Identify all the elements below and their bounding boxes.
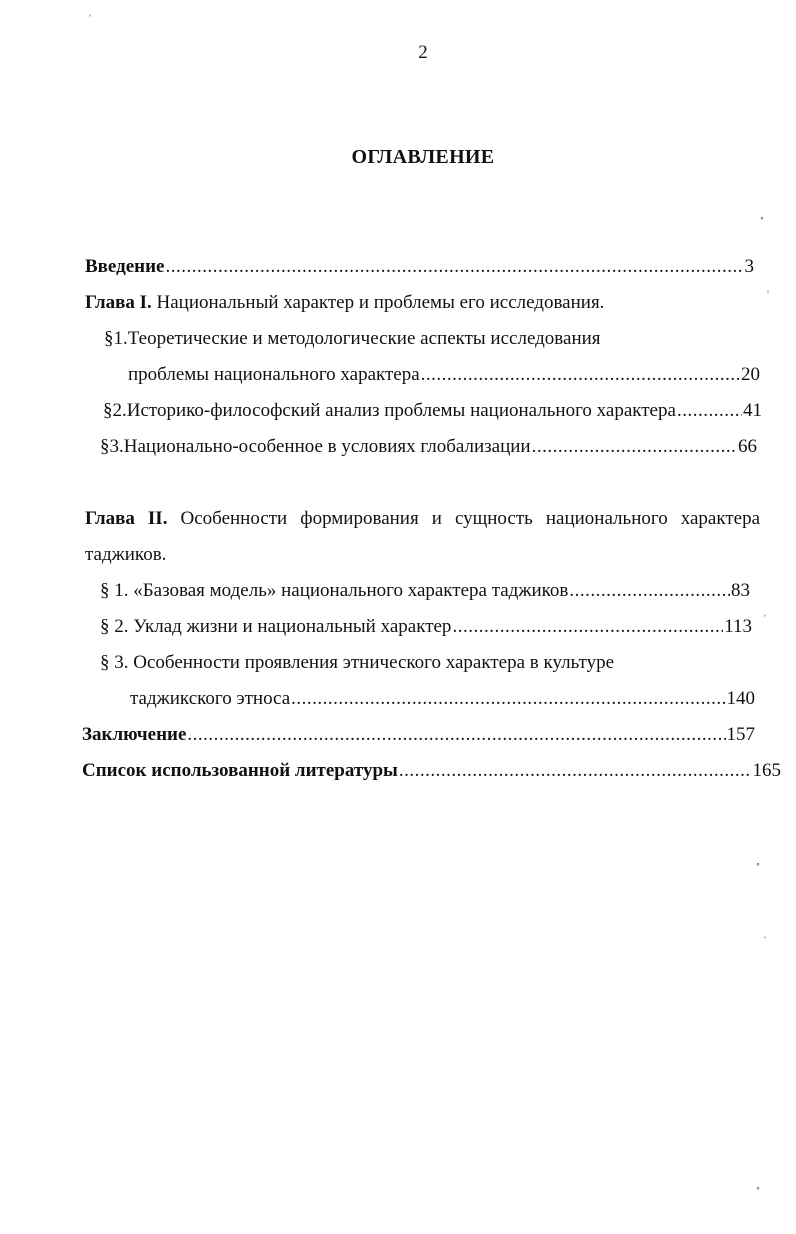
dot-leader (677, 400, 742, 422)
scan-speck: ˈ (763, 612, 767, 626)
toc-section-2-3 (130, 688, 755, 710)
dot-leader (187, 724, 725, 746)
toc-page-number: 41 (743, 400, 762, 421)
toc-section-1-2 (103, 400, 762, 422)
dot-leader (532, 436, 737, 458)
dot-leader (399, 760, 752, 782)
toc-entry-label: Список использованной литературы (82, 760, 398, 781)
toc-section-2-1 (100, 580, 750, 602)
toc-entry-label: § 2. Уклад жизни и национальный характер (100, 616, 452, 637)
scan-speck: ˈ (766, 288, 770, 302)
toc-chapter-1 (85, 292, 604, 314)
toc-page-number: 66 (738, 436, 757, 457)
toc-page-number: 113 (724, 616, 752, 637)
toc-entry-label: §2.Историко-философский анализ проблемы национального характера (103, 400, 676, 421)
page-title: ОГЛАВЛЕНИЕ (351, 146, 495, 168)
dot-leader (569, 580, 730, 602)
toc-entry-introduction (85, 256, 754, 278)
toc-page-number: 20 (741, 364, 760, 385)
chapter-label: Глава II. (85, 508, 168, 529)
scan-speck: ˳ (760, 206, 764, 220)
dot-leader (166, 256, 744, 278)
toc-page-number: 140 (726, 688, 755, 709)
toc-section-1-3 (100, 436, 757, 458)
toc-entry-label: Заключение (82, 724, 187, 745)
toc-section-1-1-line1: §1.Теоретические и методологические аспекты исследования (104, 328, 601, 349)
chapter-title: Национальный характер и проблемы его исследования. (156, 292, 605, 313)
scan-speck: ˳ (756, 852, 760, 866)
toc-entry-label: § 1. «Базовая модель» национального характера таджиков (100, 580, 569, 601)
toc-entry-bibliography (82, 760, 781, 782)
scan-speck: ˳ (756, 1176, 760, 1190)
toc-chapter-2 (85, 508, 760, 530)
toc-entry-label: §3.Национально-особенное в условиях глобализации (100, 436, 531, 457)
toc-entry-label: проблемы национального характера (128, 364, 420, 385)
toc-page-number: 83 (731, 580, 750, 601)
toc-page-number: 165 (752, 760, 781, 781)
chapter-title: Особенности формирования и сущность национального характера (180, 508, 761, 529)
page-number: 2 (418, 42, 428, 63)
toc-page-number: 3 (744, 256, 754, 277)
scan-speck: ˈ (88, 12, 92, 26)
dot-leader (291, 688, 725, 710)
toc-entry-label: Введение (85, 256, 165, 277)
chapter-label: Глава I. (85, 292, 152, 313)
toc-section-1-1 (128, 364, 760, 386)
dot-leader (421, 364, 740, 386)
toc-entry-conclusion (82, 724, 755, 746)
toc-entry-label: таджикского этноса (130, 688, 291, 709)
chapter-title-continued: таджиков. (85, 544, 167, 565)
toc-page-number: 157 (726, 724, 755, 745)
dot-leader (452, 616, 723, 638)
scan-speck: ˈ (763, 934, 767, 948)
toc-section-2-2 (100, 616, 752, 638)
toc-section-2-3-line1: § 3. Особенности проявления этнического характера в культуре (100, 652, 615, 673)
